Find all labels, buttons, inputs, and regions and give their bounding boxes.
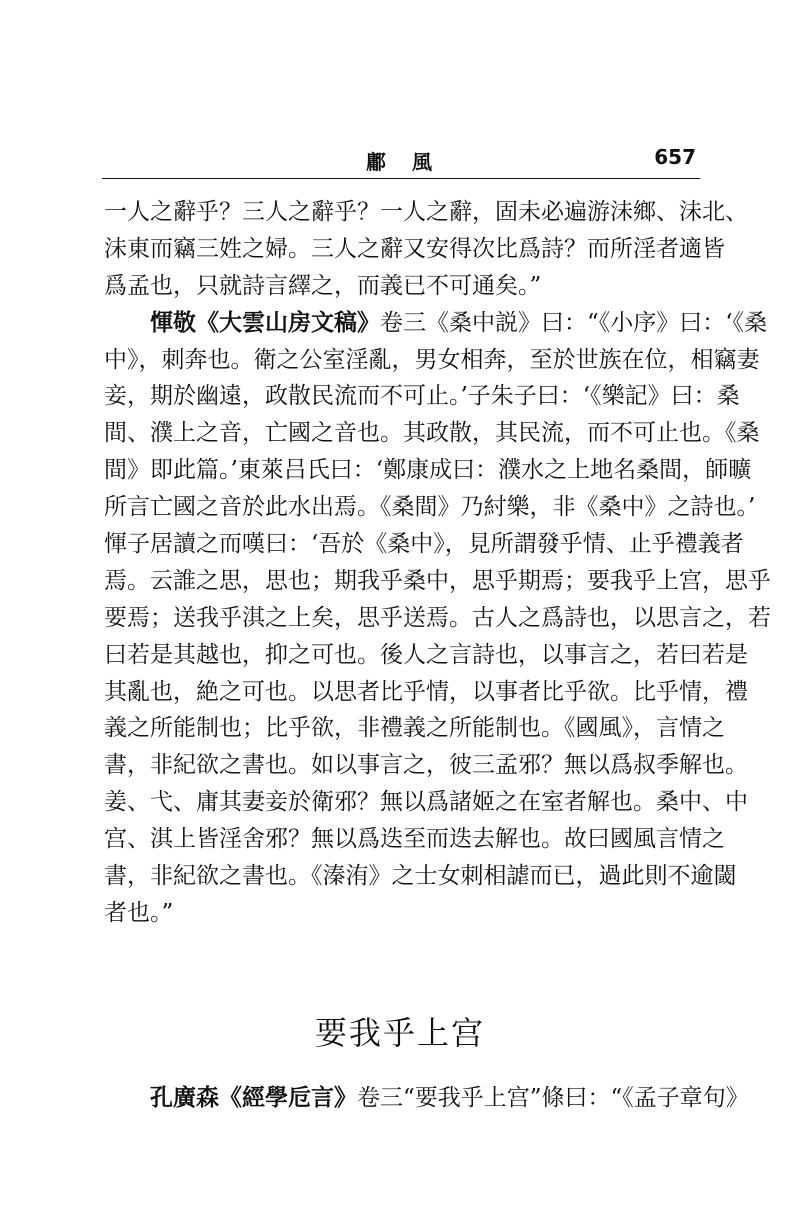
paragraph-first-line xyxy=(104,305,768,342)
text-line: 者也。” xyxy=(104,899,174,926)
section-heading: 要我乎上宫 xyxy=(314,1014,485,1052)
text-line: 焉。云誰之思，思也；期我乎桑中，思乎期焉；要我乎上宫，思乎 xyxy=(104,567,771,594)
text-line: 所言亡國之音於此水出焉。《桑間》乃紂樂，非《桑中》之詩也。’ xyxy=(104,494,756,521)
text-line: 間》即此篇。’東萊吕氏曰：‘鄭康成曰：濮水之上地名桑間，師曠 xyxy=(104,457,752,484)
paragraph-first-line xyxy=(104,1080,749,1117)
author-name: 孔廣森 xyxy=(150,1084,219,1111)
text-line: 爲孟也，只就詩言繹之，而義已不可通矣。” xyxy=(104,272,542,299)
page-number: 657 xyxy=(654,145,696,169)
text-line: 要焉；送我乎淇之上矣，思乎送焉。古人之爲詩也，以思言之，若 xyxy=(104,604,771,631)
text-line: 間、濮上之音，亡國之音也。其政散，其民流，而不可止也。《桑 xyxy=(104,420,760,447)
text-segment: 卷三“要我乎上宫”條曰：“《孟子章句》 xyxy=(357,1085,749,1111)
author-name: 惲敬 xyxy=(150,308,196,336)
text-segment: 卷三《桑中説》曰：“《小序》曰：‘《桑 xyxy=(380,309,768,336)
text-line: 其亂也，絶之可也。以思者比乎情，以事者比乎欲。比乎情，禮 xyxy=(104,678,748,705)
text-line: 曰若是其越也，抑之可也。後人之言詩也，以事言之，若曰若是 xyxy=(104,641,748,668)
text-line: 義之所能制也；比乎欲，非禮義之所能制也。《國風》，言情之 xyxy=(104,715,725,742)
text-line: 一人之辭乎？三人之辭乎？一人之辭，固未必遍游沬鄉、沬北、 xyxy=(104,199,748,225)
text-line: 書，非紀欲之書也。《溱洧》之士女刺相謔而已，過此則不逾閾 xyxy=(104,863,737,890)
text-line: 妾，期於幽遠，政散民流而不可止。’子朱子曰：‘《樂記》曰：桑 xyxy=(104,383,740,410)
book-title: 《經學卮言》 xyxy=(219,1084,357,1111)
text-line: 惲子居讀之而嘆曰：‘吾於《桑中》，見所謂發乎情、止乎禮義者 xyxy=(104,531,744,558)
section-body xyxy=(104,1080,749,1117)
running-header xyxy=(102,142,700,179)
book-title: 《大雲山房文稿》 xyxy=(196,308,380,336)
text-line: 沬東而竊三姓之婦。三人之辭又安得次比爲詩？而所淫者適皆 xyxy=(104,235,725,262)
header-title: 鄘風 xyxy=(366,150,458,174)
text-line: 書，非紀欲之書也。如以事言之，彼三孟邪？無以爲叔季解也。 xyxy=(104,752,748,779)
body-text xyxy=(104,194,771,932)
text-line: 姜、弋、庸其妻妾於衛邪？無以爲諸姬之在室者解也。桑中、中 xyxy=(104,789,748,816)
text-line: 宫、淇上皆淫舍邪？無以爲迭至而迭去解也。故曰國風言情之 xyxy=(104,826,725,853)
text-line: 中》，刺奔也。衛之公室淫亂，男女相奔，至於世族在位，相竊妻 xyxy=(104,346,760,373)
